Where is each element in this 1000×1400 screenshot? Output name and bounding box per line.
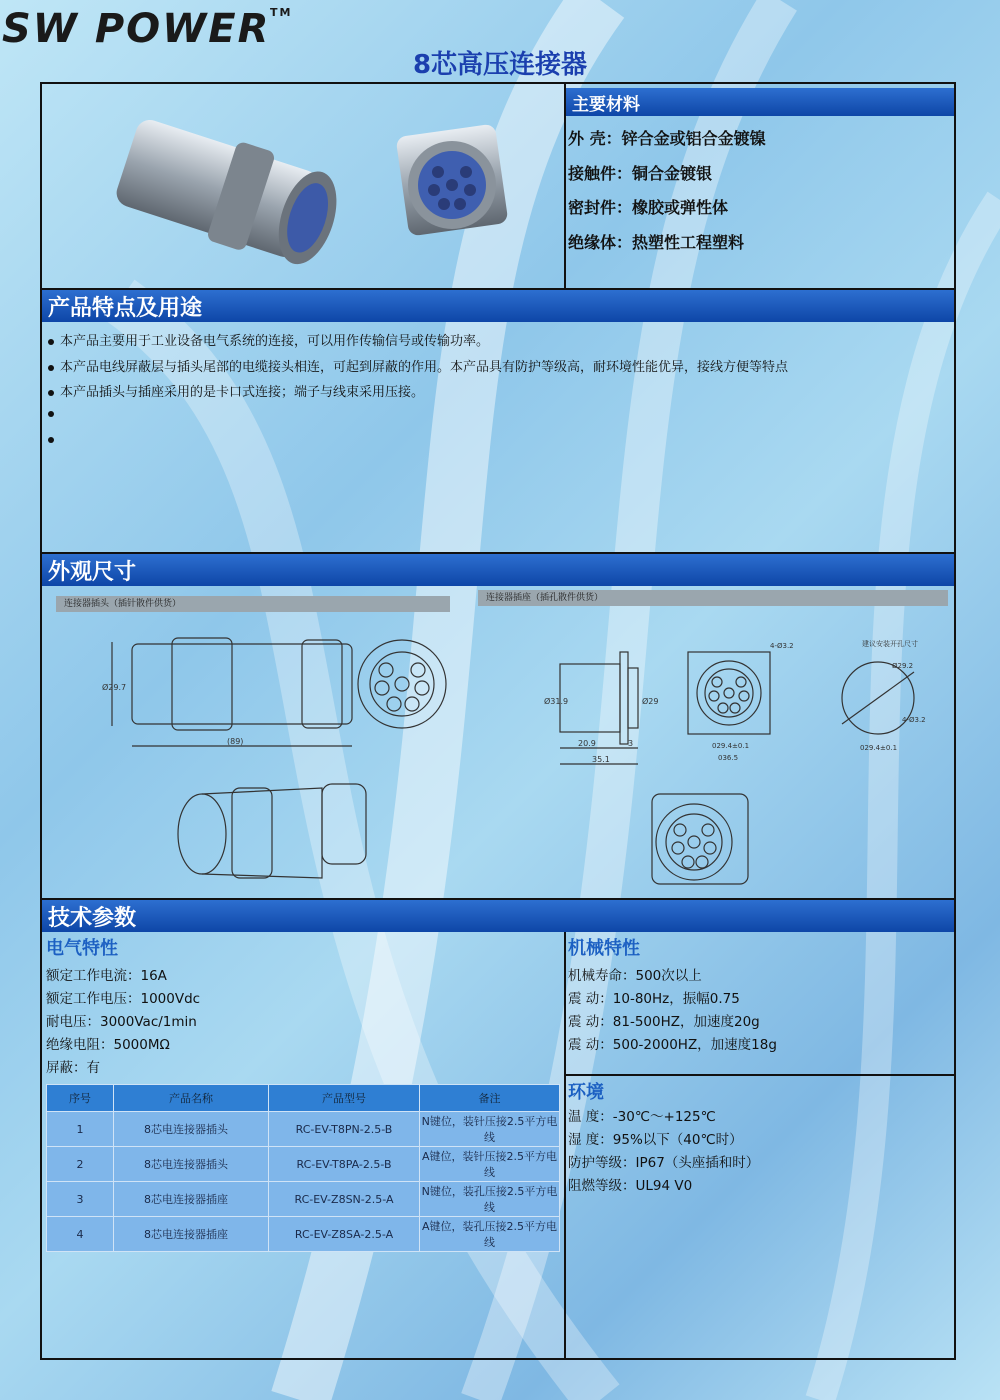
cell-model: RC-EV-T8PN-2.5-B (269, 1112, 420, 1147)
spec-vibration-3: 震 动：500-2000HZ，加速度18g (568, 1037, 777, 1053)
divider (566, 1074, 954, 1076)
panel-dim-b: 4-Ø3.2 (902, 716, 926, 724)
cell-name: 8芯电连接器插头 (114, 1112, 269, 1147)
socket-length-b: 3 (628, 739, 634, 748)
plug-diameter-label: Ø29.7 (102, 683, 127, 692)
page-title: 8芯高压连接器 (412, 50, 588, 80)
material-seal: 密封件：橡胶或弹性体 (568, 198, 729, 217)
col-model: 产品型号 (269, 1085, 420, 1112)
electrical-heading: 电气特性 (46, 938, 118, 959)
feature-item: 本产品插头与插座采用的是卡口式连接；端子与线束采用压接。 (48, 381, 424, 400)
spec-protection: 防护等级：IP67（头座插和时） (568, 1155, 760, 1171)
table-row (47, 1112, 560, 1147)
cell-index: 3 (47, 1182, 114, 1217)
spec-insulation-resistance: 绝缘电阻：5000MΩ (46, 1037, 170, 1053)
mechanical-heading: 机械特性 (568, 938, 640, 959)
plug-drawing-label: 连接器插头（插针散件供货） (56, 596, 450, 612)
cell-name: 8芯电连接器插头 (114, 1147, 269, 1182)
col-remark: 备注 (420, 1085, 560, 1112)
spec-rated-current: 额定工作电流：16A (46, 968, 167, 984)
feature-item (48, 406, 60, 421)
col-index: 序号 (47, 1085, 114, 1112)
cell-model: RC-EV-Z8SA-2.5-A (269, 1217, 420, 1252)
cell-name: 8芯电连接器插座 (114, 1182, 269, 1217)
cell-remark: N键位，装孔压接2.5平方电线 (420, 1182, 560, 1217)
feature-item: 本产品电线屏蔽层与插头尾部的电缆接头相连，可起到屏蔽的作用。本产品具有防护等级高，耐环境性能优异，接线方便等特点 (48, 356, 788, 375)
socket-length-a: 20.9 (578, 739, 596, 748)
spec-flammability: 阻燃等级：UL94 V0 (568, 1178, 693, 1194)
socket-drawing-label: 连接器插座（插孔散件供货） (478, 590, 948, 606)
bullet-icon (48, 365, 54, 371)
feature-item (48, 432, 60, 447)
cell-model: RC-EV-T8PA-2.5-B (269, 1147, 420, 1182)
plug-technical-drawing (102, 624, 482, 754)
table-row (47, 1217, 560, 1252)
spec-vibration-1: 震 动：10-80Hz，振幅0.75 (568, 991, 740, 1007)
socket-dia-e: Ø29 (642, 697, 659, 706)
parts-table (46, 1084, 560, 1252)
bullet-icon (48, 411, 54, 417)
spec-withstand-voltage: 耐电压：3000Vac/1min (46, 1014, 197, 1030)
panel-dim-a: Ø29.2 (892, 662, 914, 670)
table-header-row (47, 1085, 560, 1112)
socket-3d-sketch (642, 784, 762, 894)
environment-heading: 环境 (568, 1082, 604, 1103)
materials-heading: 主要材料 (566, 88, 954, 116)
bullet-icon (48, 339, 54, 345)
material-contact: 接触件：铜合金镀银 (568, 164, 713, 183)
bullet-icon (48, 437, 54, 443)
spec-temperature: 温 度：-30℃～+125℃ (568, 1109, 716, 1125)
socket-dim-g: 036.5 (718, 754, 739, 762)
material-insulator: 绝缘体：热塑性工程塑料 (568, 233, 745, 252)
feature-item: 本产品主要用于工业设备电气系统的连接，可以用作传输信号或传输功率。 (48, 330, 489, 349)
bullet-icon (48, 390, 54, 396)
features-heading: 产品特点及用途 (42, 290, 954, 322)
socket-dim-h: 4-Ø3.2 (770, 642, 794, 650)
spec-vibration-2: 震 动：81-500HZ，加速度20g (568, 1014, 760, 1030)
spec-sheet-frame (40, 82, 956, 1360)
divider (564, 932, 566, 1358)
socket-length-c: 35.1 (592, 755, 610, 764)
socket-technical-drawing (542, 624, 952, 774)
cell-remark: N键位，装针压接2.5平方电线 (420, 1112, 560, 1147)
cell-index: 4 (47, 1217, 114, 1252)
socket-dia-d: Ø31.9 (544, 697, 569, 706)
cell-remark: A键位，装孔压接2.5平方电线 (420, 1217, 560, 1252)
spec-mechanical-life: 机械寿命：500次以上 (568, 968, 702, 984)
spec-rated-voltage: 额定工作电压：1000Vdc (46, 991, 201, 1007)
material-shell: 外 壳：锌合金或铝合金镀镍 (568, 129, 766, 148)
table-row (47, 1182, 560, 1217)
cell-remark: A键位，装针压接2.5平方电线 (420, 1147, 560, 1182)
socket-dim-f: 029.4±0.1 (712, 742, 750, 750)
product-photo (102, 90, 522, 285)
table-row (47, 1147, 560, 1182)
dimensions-heading: 外观尺寸 (42, 554, 954, 586)
plug-3d-sketch (172, 774, 382, 884)
cell-name: 8芯电连接器插座 (114, 1217, 269, 1252)
cell-index: 2 (47, 1147, 114, 1182)
cell-model: RC-EV-Z8SN-2.5-A (269, 1182, 420, 1217)
spec-shielding: 屏蔽：有 (46, 1060, 100, 1076)
panel-cutout-title: 建议安装开孔尺寸 (862, 640, 918, 648)
spec-humidity: 湿 度：95%以下（40℃时） (568, 1132, 743, 1148)
plug-length-label: (89) (227, 737, 244, 746)
tech-heading: 技术参数 (42, 900, 954, 932)
cell-index: 1 (47, 1112, 114, 1147)
brand-logo: SW POWER TM (2, 6, 293, 52)
col-name: 产品名称 (114, 1085, 269, 1112)
panel-dim-c: 029.4±0.1 (860, 744, 898, 752)
